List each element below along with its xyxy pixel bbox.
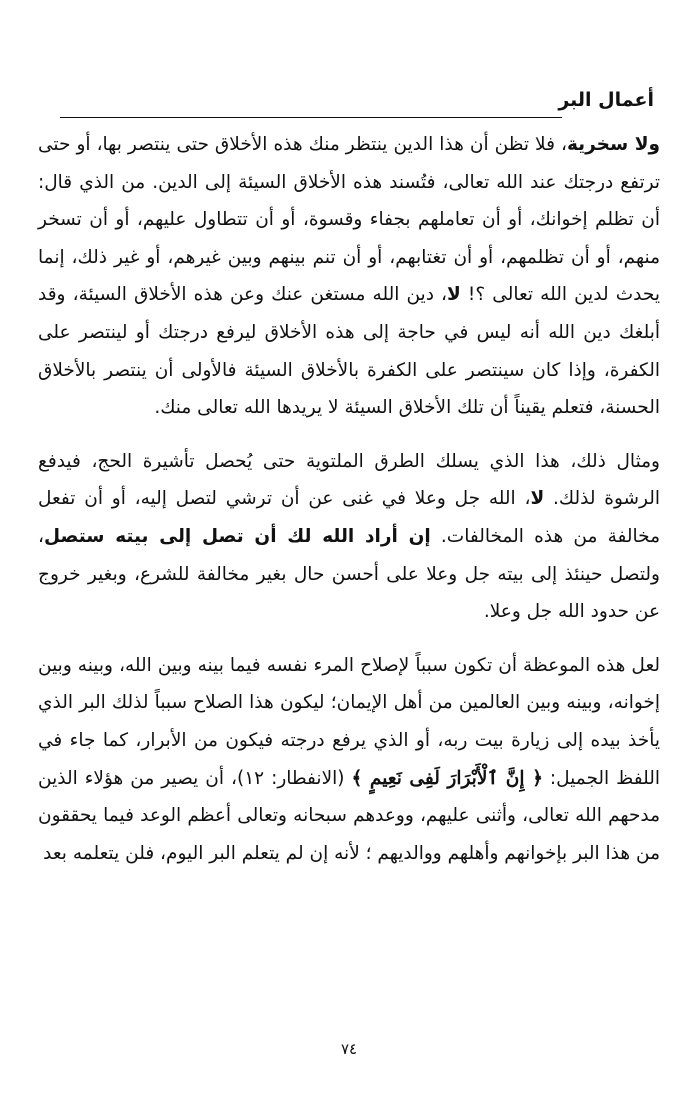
bold-phrase: لا [447,284,461,306]
page-number: ٧٤ [340,1040,358,1058]
text-run: ، ولتصل حينئذ إلى بيته جل وعلا على أحسن حال بغير مخالفة للشرع، وبغير خروج عن حدود الله جل وعلا. [38,525,660,623]
text-run: لعل هذه الموعظة أن تكون سبباً لإصلاح المرء نفسه فيما بينه وبين الله، وبينه وبين إخوانه، وبينه وبين العالمين من أهل الإيمان؛ ليكون هذا الصلاح سبباً لذلك البر الذي يأخذ بيده إلى زيارة بيت ربه، أو الذي يرفع درجته فيكون من الأبرار، كما جاء في اللفظ الجميل: [38,654,660,789]
running-header [60,86,654,122]
bold-phrase: لا [530,488,545,510]
text-run: ، فلا تظن أن هذا الدين ينتظر منك هذه الأخلاق حتى ينتصر بها، أو حتى ترتفع درجتك عند الله تعالى، فتُسند هذه الأخلاق السيئة إلى الدين. من الذي قال: أن تظلم إخوانك، أو أن تعاملهم بجفاء وقسوة، أو أن تتطاول عليهم، أو أن تسخر منهم، أو أن تظلمهم، أو أن تغتابهم، أو أن تنم بينهم وبين غيرهم، أو غير ذلك، إنما يحدث لدين الله تعالى ؟! [38,134,660,306]
paragraph-2 [38,443,660,631]
bold-phrase: إن أراد الله لك أن تصل إلى بيته ستصل [43,525,431,547]
text-run: ، الله جل وعلا في غنى عن أن ترشي لتصل إليه، أو أن تفعل مخالفة من هذه المخالفات. [38,488,660,547]
text-run: (الانفطار: ١٢)، أن يصير من هؤلاء الذين مدحهم الله تعالى، وأثنى عليهم، ووعدهم سبحانه وتعالى أعظم الوعد فيما يحققون من هذا البر بإخوانهم وأهلهم ووالديهم ؛ لأنه إن لم يتعلم البر اليوم، فلن يتعلمه بعد [38,767,660,864]
body-text [38,126,660,872]
quran-verse: ﴿ إِنَّ ٱلْأَبْرَارَ لَفِى نَعِيمٍ ﴾ [351,767,543,789]
paragraph-3 [38,647,660,873]
text-run: ومثال ذلك، هذا الذي يسلك الطرق الملتوية حتى يُحصل تأشيرة الحج، فيدفع الرشوة لذلك. [38,450,661,510]
paragraph-1 [38,126,660,427]
bold-phrase: ولا سخرية [566,134,660,155]
text-run: ، دين الله مستغن عنك وعن هذه الأخلاق السيئة، وقد أبلغك دين الله أنه ليس في حاجة إلى هذه الأخلاق ليرفع درجتك أو لينتصر على الكفرة، وإذا كان سينتصر على الكفرة بالأخلاق السيئة فالأولى أن ينتصر بالأخلاق الحسنة، فتعلم يقيناً أن تلك الأخلاق السيئة لا يريدها الله تعالى منك. [38,284,660,419]
header-title: أعمال البر [558,89,654,111]
